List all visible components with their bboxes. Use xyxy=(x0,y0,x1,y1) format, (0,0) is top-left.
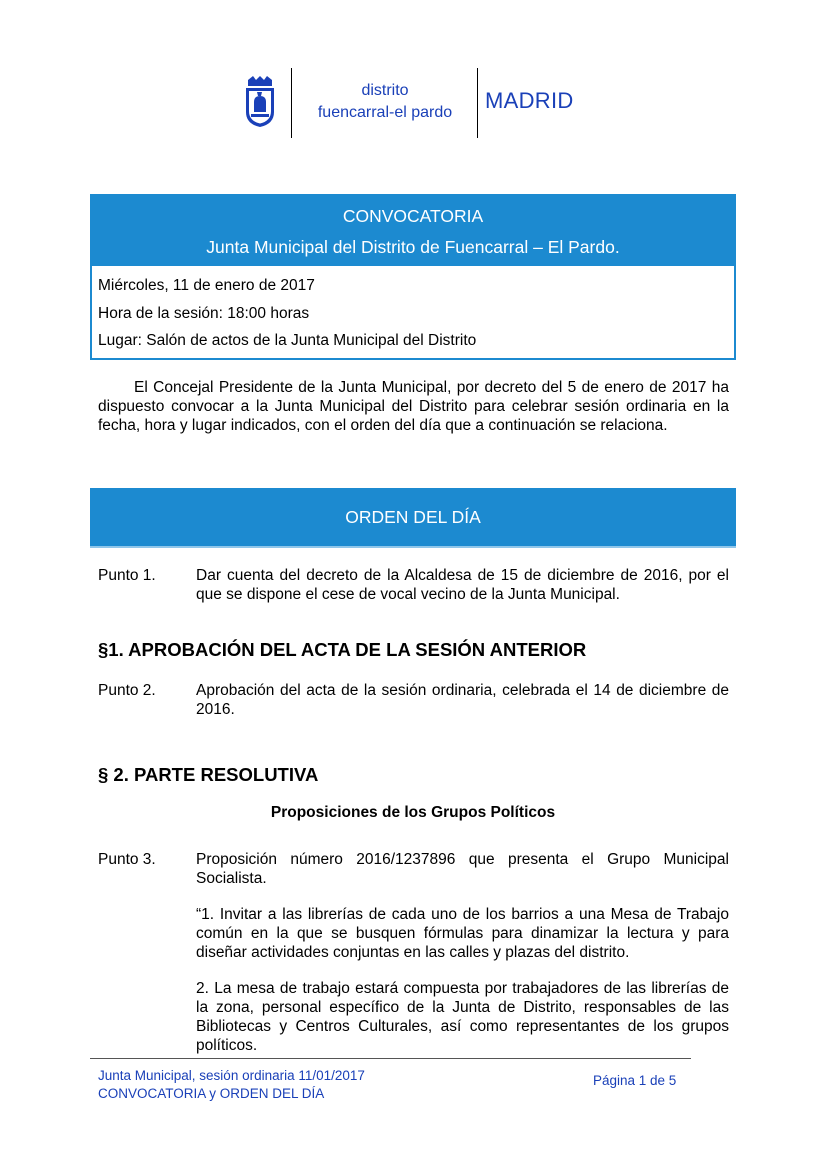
punto-1-text: Dar cuenta del decreto de la Alcaldesa de 15 de diciembre de 2016, por el que se dispone el cese de vocal vecino de la Junta Municipal. xyxy=(196,567,729,603)
punto-1-label: Punto 1. xyxy=(98,567,156,584)
punto-3-quote-1: “1. Invitar a las librerías de cada uno de los barrios a una Mesa de Trabajo común en la que se busquen fórmulas para dinamizar la lectura y para diseñar actividades conjuntas en las calles y plazas del distrito. xyxy=(196,906,729,961)
session-place: Lugar: Salón de actos de la Junta Municipal del Distrito xyxy=(98,332,477,349)
page-number: Página 1 de 5 xyxy=(593,1073,677,1088)
district-line-2: fuencarral-el pardo xyxy=(317,104,453,121)
punto-2-label: Punto 2. xyxy=(98,682,156,699)
convocatoria-header xyxy=(90,194,736,266)
district-name xyxy=(300,80,470,124)
session-date: Miércoles, 11 de enero de 2017 xyxy=(98,277,315,294)
section-1-heading: §1. APROBACIÓN DEL ACTA DE LA SESIÓN ANTERIOR xyxy=(98,639,587,660)
district-line-1: distrito xyxy=(361,82,409,99)
intro-text: El Concejal Presidente de la Junta Municipal, por decreto del 5 de enero de 2017 ha dispuesto convocar a la Junta Municipal del Distrito para celebrar sesión ordinaria en la fecha, hora y lugar indicados, con el orden del día que a continuación se relaciona. xyxy=(98,379,729,434)
city-name: MADRID xyxy=(485,88,574,113)
punto-3-quote-2: 2. La mesa de trabajo estará compuesta por trabajadores de las librerías de la zona, personal específico de la Junta de Distrito, responsables de las Bibliotecas y Centros Culturales, así como representantes de los grupos políticos. xyxy=(196,980,729,1054)
convocatoria-title: CONVOCATORIA xyxy=(342,206,484,226)
intro-paragraph xyxy=(98,378,729,435)
punto-2-text: Aprobación del acta de la sesión ordinaria, celebrada el 14 de diciembre de 2016. xyxy=(196,682,729,718)
orden-del-dia-header xyxy=(90,488,736,548)
session-time: Hora de la sesión: 18:00 horas xyxy=(98,305,310,322)
convocatoria-subtitle: Junta Municipal del Distrito de Fuencarral – El Pardo. xyxy=(206,237,620,257)
header-divider xyxy=(477,68,478,138)
footer-doc-title: CONVOCATORIA y ORDEN DEL DÍA xyxy=(98,1086,325,1101)
header-divider xyxy=(291,68,292,138)
orden-del-dia-title: ORDEN DEL DÍA xyxy=(345,507,481,527)
footer-session: Junta Municipal, sesión ordinaria 11/01/2017 xyxy=(98,1068,365,1083)
madrid-coat-of-arms-icon xyxy=(244,76,276,128)
punto-3-text: Proposición número 2016/1237896 que presenta el Grupo Municipal Socialista. xyxy=(196,851,729,887)
proposiciones-subheading: Proposiciones de los Grupos Políticos xyxy=(270,804,556,821)
section-2-heading: § 2. PARTE RESOLUTIVA xyxy=(98,764,319,785)
punto-3-label: Punto 3. xyxy=(98,851,156,868)
footer-divider xyxy=(90,1058,691,1059)
